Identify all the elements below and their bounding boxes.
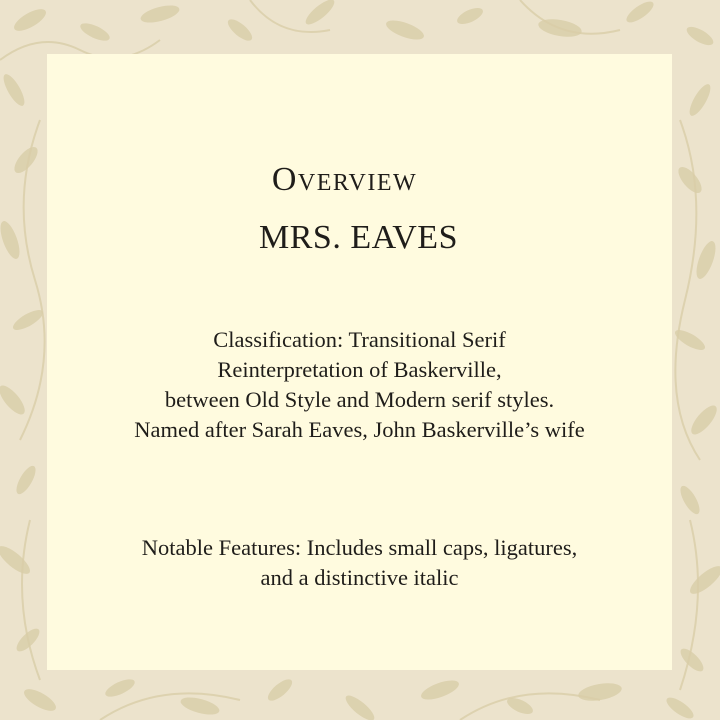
notable-features xyxy=(47,533,672,593)
description-line: Named after Sarah Eaves, John Baskerville’s wife xyxy=(134,417,585,442)
description-line: Classification: Transitional Serif xyxy=(213,327,506,352)
typeface-overview-card xyxy=(47,54,672,670)
typeface-title: MRS. EAVES xyxy=(259,219,458,256)
features-line: and a distinctive italic xyxy=(260,565,459,590)
features-line: Notable Features: Includes small caps, ligatures, xyxy=(141,535,578,560)
description-line: between Old Style and Modern serif styles. xyxy=(164,387,555,412)
section-label: Overview xyxy=(271,161,418,198)
typeface-description xyxy=(47,325,672,445)
description-line: Reinterpretation of Baskerville, xyxy=(217,357,502,382)
